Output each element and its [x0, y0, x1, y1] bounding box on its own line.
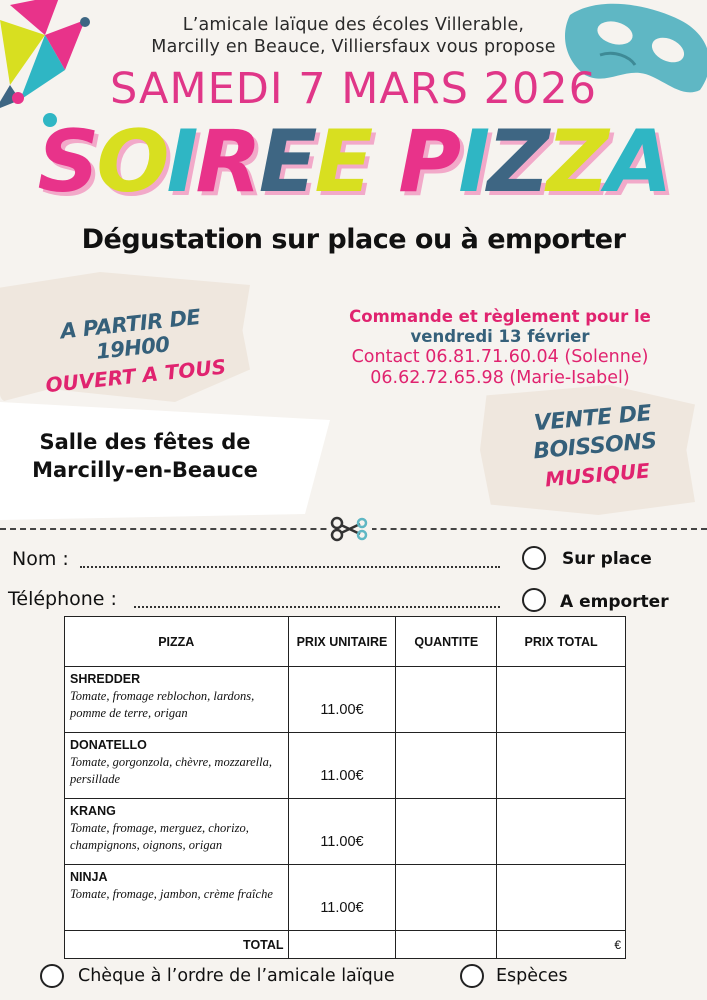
header-pizza: PIZZA [65, 617, 289, 667]
phone-field[interactable] [134, 606, 500, 608]
pizza-name: SHREDDER [70, 672, 141, 686]
table-row [65, 733, 626, 799]
total-empty-cell [288, 931, 396, 959]
cheque-radio[interactable] [40, 964, 64, 988]
event-date: SAMEDI 7 MARS 2026 [109, 64, 598, 114]
event-subtitle: Dégustation sur place ou à emporter [81, 224, 626, 255]
takeaway-label: A emporter [560, 592, 669, 612]
event-title [0, 112, 707, 212]
intro-line-2: Marcilly en Beauce, Villiersfaux vous propose [151, 37, 556, 57]
table-total-row [65, 931, 626, 959]
title-letter: I [166, 112, 196, 212]
total-price-cell[interactable] [497, 799, 626, 865]
order-deadline: vendredi 13 février [410, 327, 590, 346]
pizza-name: DONATELLO [70, 738, 147, 752]
quantity-cell[interactable] [396, 799, 497, 865]
intro-line-1: L’amicale laïque des écoles Villerable, [182, 15, 525, 35]
phone-label: Téléphone : [8, 588, 117, 610]
quantity-cell[interactable] [396, 865, 497, 931]
title-space [370, 112, 398, 212]
table-row [65, 799, 626, 865]
intro-text [0, 14, 707, 58]
order-table [64, 616, 626, 959]
onsite-radio[interactable] [522, 546, 546, 570]
total-price-cell[interactable] [497, 865, 626, 931]
title-letter: A [605, 112, 670, 212]
pizza-cell [65, 733, 289, 799]
takeaway-radio[interactable] [522, 588, 546, 612]
opening-audience: OUVERT A TOUS [44, 354, 228, 398]
quantity-cell[interactable] [396, 667, 497, 733]
quantity-cell[interactable] [396, 733, 497, 799]
order-line-1: Commande et règlement pour le [349, 307, 651, 326]
name-label: Nom : [12, 548, 69, 570]
pizza-name: KRANG [70, 804, 116, 818]
cheque-label: Chèque à l’ordre de l’amicale laïque [78, 966, 395, 986]
venue-text [0, 428, 290, 484]
opening-time: A PARTIR DE 19H00 [59, 304, 202, 364]
total-price-cell[interactable] [497, 667, 626, 733]
pizza-name: NINJA [70, 870, 108, 884]
header-quantity: QUANTITE [396, 617, 497, 667]
title-letter: E [258, 112, 315, 212]
contact-1: Contact 06.81.71.60.04 (Solenne) [351, 347, 649, 367]
title-letter: E [314, 112, 371, 212]
name-field[interactable] [80, 566, 500, 568]
onsite-label: Sur place [562, 549, 652, 569]
total-amount-cell[interactable]: € [497, 931, 626, 959]
unit-price: 11.00€ [288, 667, 396, 733]
extras-line-2: BOISSONS [532, 428, 658, 465]
cash-radio[interactable] [460, 964, 484, 988]
title-letter: S [37, 112, 97, 212]
title-letter: Z [487, 112, 547, 212]
cash-label: Espèces [496, 966, 568, 986]
venue-line-2: Marcilly-en-Beauce [32, 458, 258, 482]
header-total-price: PRIX TOTAL [497, 617, 626, 667]
pizza-description: Tomate, fromage, merguez, chorizo, champignons, oignons, origan [70, 821, 249, 852]
total-label: TOTAL [65, 931, 289, 959]
pizza-cell [65, 865, 289, 931]
title-letter: R [195, 112, 259, 212]
total-price-cell[interactable] [497, 733, 626, 799]
pizza-description: Tomate, gorgonzola, chèvre, mozzarella, persillade [70, 755, 272, 786]
title-letter: I [458, 112, 488, 212]
title-letter: P [398, 112, 459, 212]
contact-2: 06.62.72.65.98 (Marie-Isabel) [370, 368, 630, 388]
total-empty-cell [396, 931, 497, 959]
venue-line-1: Salle des fêtes de [39, 430, 251, 454]
extras-info [517, 399, 674, 496]
pizza-description: Tomate, fromage, jambon, crème fraîche [70, 887, 273, 901]
pizza-cell [65, 667, 289, 733]
title-letter: O [96, 112, 167, 212]
unit-price: 11.00€ [288, 733, 396, 799]
table-header-row [65, 617, 626, 667]
unit-price: 11.00€ [288, 865, 396, 931]
pizza-cell [65, 799, 289, 865]
table-row [65, 667, 626, 733]
title-letter: Z [546, 112, 606, 212]
extras-line-3: MUSIQUE [544, 458, 651, 492]
header-unit-price: PRIX UNITAIRE [288, 617, 396, 667]
order-info [330, 307, 670, 388]
pizza-description: Tomate, fromage reblochon, lardons, pomme de terre, origan [70, 689, 255, 720]
table-row [65, 865, 626, 931]
unit-price: 11.00€ [288, 799, 396, 865]
scissors-icon [328, 516, 372, 542]
extras-line-1: VENTE DE [532, 401, 653, 437]
